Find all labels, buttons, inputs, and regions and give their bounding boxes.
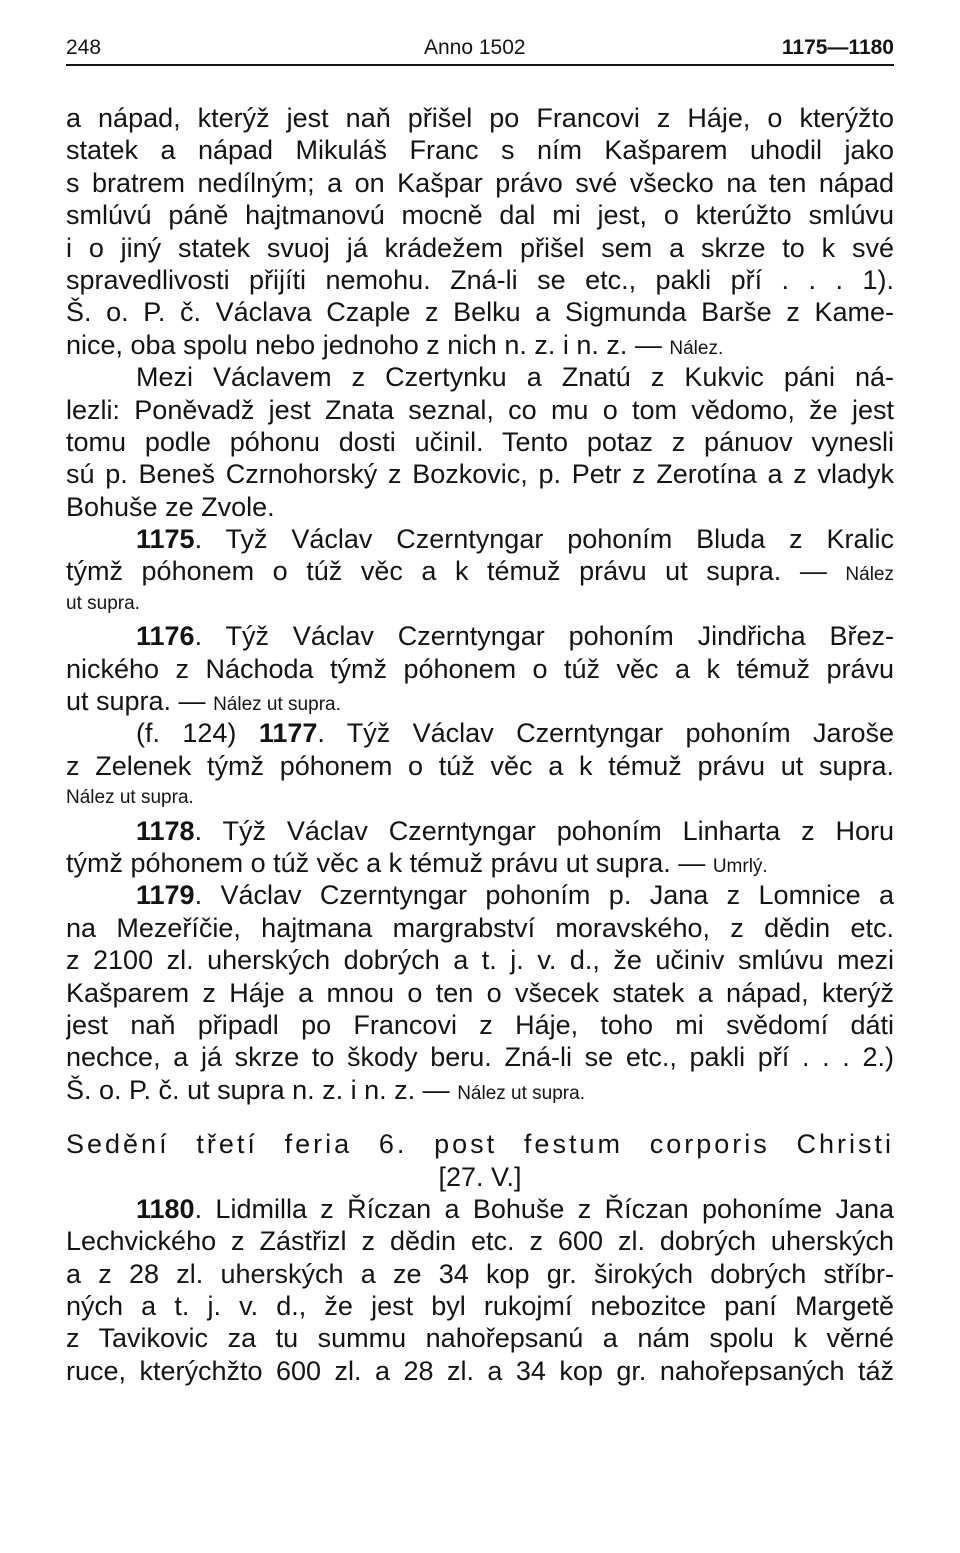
verdict-note: Umrlý.: [712, 855, 768, 877]
verdict-note: Nález.: [669, 337, 724, 359]
text-line: z Zelenek týmž póhonem o túž věc a k témuž právu ut supra.: [66, 750, 894, 781]
text-line: [66, 847, 894, 879]
verdict-note: Nález ut supra.: [213, 694, 341, 716]
entry-1177-line: [66, 717, 894, 749]
entry-number: 1180: [136, 1193, 195, 1224]
text-run: týmž póhonem o túž věc a k témuž právu ut supra. —: [66, 556, 827, 587]
text-line: tomu podle póhonu dosti učinil. Tento potaz z pánuov vynesli: [66, 426, 894, 457]
text-line: s bratrem nedílným; a on Kašpar právo své všecko na ten nápad: [66, 167, 894, 198]
text-run: Š. o. P. č. ut supra n. z. i n. z. —: [66, 1074, 450, 1105]
entry-number: 1178: [136, 815, 195, 846]
document-page: [66, 30, 894, 1387]
text-run: . Tyž Václav Czerntyngar pohoním Bluda z Kralic: [194, 524, 894, 555]
text-line: Kašparem z Háje a mnou o ten o všecek statek a nápad, kterýž: [66, 977, 894, 1008]
verdict-note: Nález ut supra.: [457, 1082, 585, 1104]
text-line: Mezi Václavem z Czertynku a Znatú z Kukvic páni ná-: [136, 362, 894, 393]
text-run: . Lidmilla z Říczan a Bohuše z Říczan pohoníme Jana: [194, 1193, 894, 1224]
page-number: 248: [66, 36, 102, 59]
entry-number: 1179: [136, 880, 195, 911]
text-line: Lechvického z Zástřizl z dědin etc. z 600 zl. dobrých uherských: [66, 1226, 894, 1257]
entry-range: 1175—1180: [781, 36, 894, 59]
session-date: [27. V.]: [438, 1161, 522, 1192]
running-header: [66, 30, 894, 66]
entry-1175-line: [66, 523, 894, 555]
section-gap: [66, 1106, 894, 1128]
text-line: [66, 685, 894, 717]
text-line: lezli: Poněvadž jest Znata seznal, co mu o tom vědomo, že jest: [66, 394, 894, 425]
text-line: Š. o. P. č. Václava Czaple z Belku a Sigmunda Barše z Kame-: [66, 297, 894, 328]
text-run: . Týž Václav Czerntyngar pohoním Linharta z Horu: [194, 815, 894, 846]
text-line: ných a t. j. v. d., že jest byl rukojmí nebozitce paní Margetě: [66, 1291, 894, 1322]
text-line: na Mezeříčie, hajtmana margrabství moravského, z dědin etc.: [66, 912, 894, 943]
entry-number: 1176: [136, 621, 195, 652]
text-run: týmž póhonem o túž věc a k témuž právu ut supra. —: [66, 847, 706, 878]
folio-marker: (f. 124): [136, 718, 237, 749]
entry-1178-line: [66, 815, 894, 847]
text-line: [66, 1074, 894, 1106]
text-line: ruce, kterýchžto 600 zl. a 28 zl. a 34 kop gr. nahořepsaných táž: [66, 1355, 894, 1386]
body-text: [66, 102, 894, 1387]
text-run: . Týž Václav Czerntyngar pohoním Jindřicha Břez-: [194, 621, 894, 652]
verdict-note-line: ut supra.: [66, 592, 140, 614]
text-line: nechce, a já skrze to škody beru. Zná-li se etc., pakli pří . . . 2.): [66, 1042, 894, 1073]
text-line: i o jiný statek svuoj já krádežem přišel sem a skrze to k své: [66, 232, 894, 263]
entry-1179-line: [66, 879, 894, 911]
entry-number: 1177: [258, 718, 318, 749]
text-line: sú p. Beneš Czrnohorský z Bozkovic, p. Petr z Zerotína a z vladyk: [66, 459, 894, 490]
text-line: z 2100 zl. uherských dobrých a t. j. v. d., že učiniv smlúvu mezi: [66, 945, 894, 976]
text-line: [66, 555, 894, 587]
session-heading: Sedění třetí feria 6. post festum corporis Christi: [66, 1129, 894, 1160]
text-line: z Tavikovic za tu summu nahořepsanú a nám spolu k věrné: [66, 1323, 894, 1354]
text-line: Bohuše ze Zvole.: [66, 491, 275, 522]
text-run: nice, oba spolu nebo jednoho z nich n. z. i n. z. —: [66, 329, 662, 360]
text-line: smlúvú páně hajtmanovú mocně dal mi jest, o kterúžto smlúvu: [66, 200, 894, 231]
text-run: . Týž Václav Czerntyngar pohoním Jaroše: [317, 718, 894, 749]
text-line: a z 28 zl. uherských a ze 34 kop gr. širokých dobrých stříbr-: [66, 1258, 894, 1289]
header-title: Anno 1502: [424, 36, 526, 59]
text-line: a nápad, kterýž jest naň přišel po Francovi z Háje, o kterýžto: [66, 103, 894, 133]
verdict-note-line: Nález ut supra.: [66, 787, 194, 809]
entry-number: 1175: [136, 524, 195, 555]
verdict-note: Nález: [845, 564, 894, 586]
text-line: spravedlivosti přijíti nemohu. Zná-li se etc., pakli pří . . . 1).: [66, 264, 894, 295]
text-line: nického z Náchoda týmž póhonem o túž věc a k témuž právu: [66, 653, 894, 684]
text-line: [66, 329, 894, 361]
entry-1180-line: [66, 1193, 894, 1225]
text-run: . Václav Czerntyngar pohoním p. Jana z Lomnice a: [194, 880, 894, 911]
text-run: ut supra. —: [66, 686, 206, 717]
text-line: statek a nápad Mikuláš Franc s ním Kašparem uhodil jako: [66, 135, 894, 166]
text-line: jest naň připadl po Francovi z Háje, toho mi svědomí dáti: [66, 1009, 894, 1040]
entry-1176-line: [66, 620, 894, 652]
